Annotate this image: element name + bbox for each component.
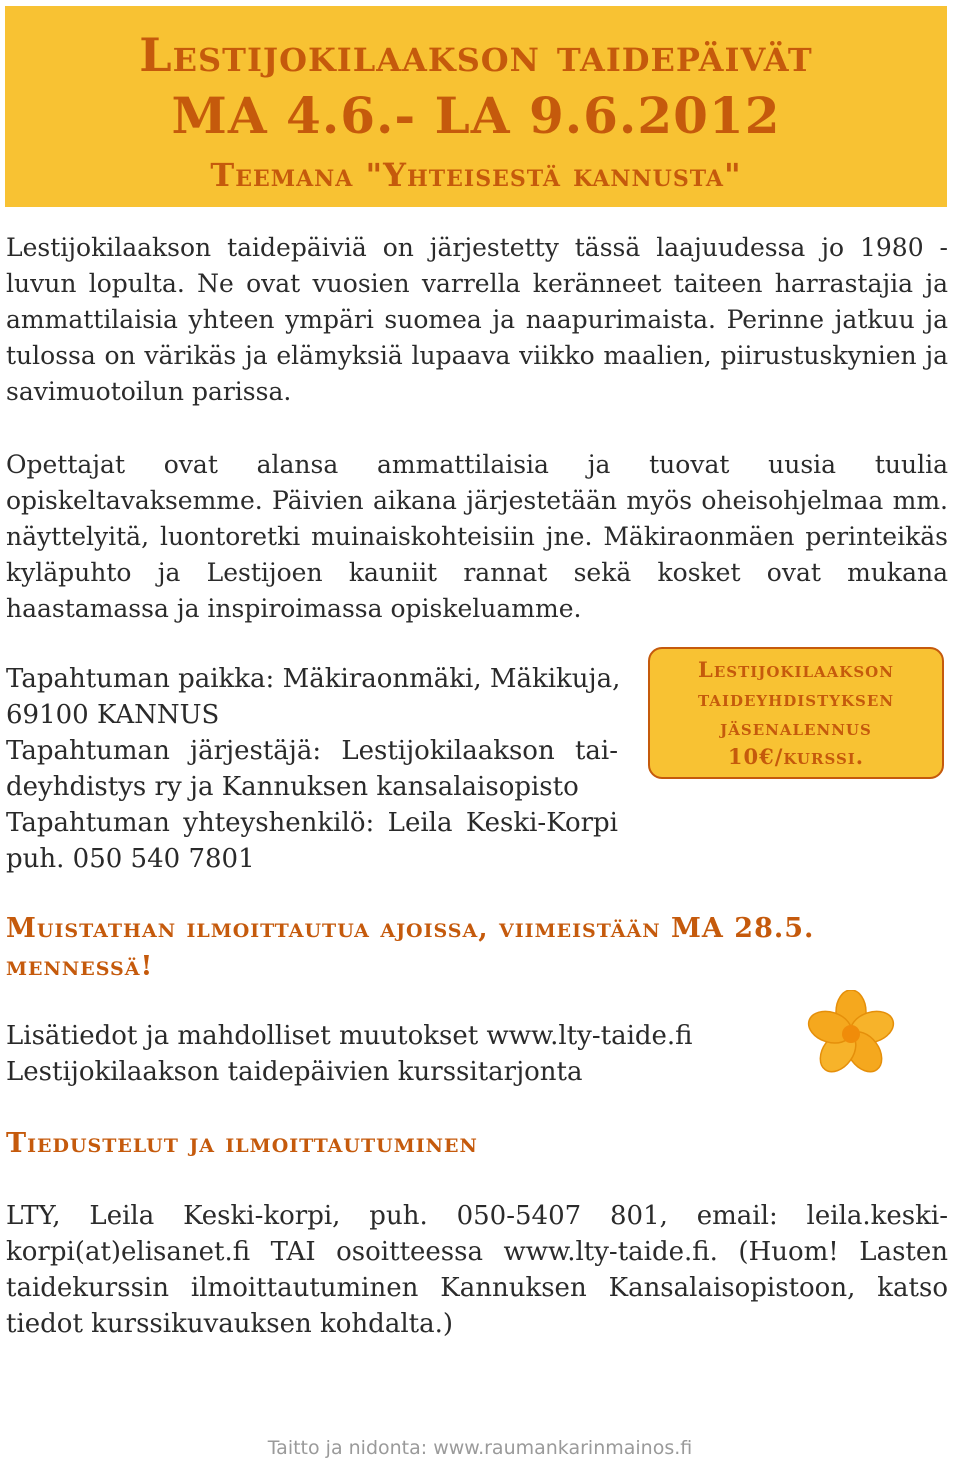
discount-line-3: jäsenalennus <box>720 715 872 740</box>
place-line-2: 69100 KANNUS <box>6 700 220 730</box>
discount-line-1: Lestijokilaakson <box>698 657 894 682</box>
intro-paragraph-1: Lestijokilaakson taidepäiviä on järjestetty tässä laajuudessa jo 1980 -luvun lopulta. Ne ovat vuosien varrella keränneet taiteen harrastajia ja ammattilaisia yhteen ympäri suomea ja naapurimaista. Perinne jatkuu ja tulossa on värikäs ja elämyksiä lupaava viikko maalien, piirustuskynien ja savimuotoilun parissa. <box>6 233 948 406</box>
enquiries-text: LTY, Leila Keski-korpi, puh. 050-5407 801, email: leila.keski-korpi(at)elisanet.fi TAI osoitteessa www.lty-taide.fi. (Huom! Lasten taidekurssin ilmoittautuminen Kannuksen Kansalaisopistoon, katso tiedot kurssikuvauksen kohdalta.) <box>6 1201 948 1339</box>
flower-icon <box>806 990 896 1074</box>
event-theme: Teemana "Yhteisestä kannusta" <box>210 156 742 194</box>
place-line-1: Tapahtuman paikka: Mäkiraonmäki, Mäkikuja, <box>6 664 621 694</box>
discount-line-2: taideyhdistyksen <box>697 686 895 711</box>
enquiries-heading: Tiedustelut ja ilmoittautuminen <box>6 1128 478 1159</box>
contact-line: Tapahtuman yhteyshenkilö: Leila Keski-Korpi <box>6 808 618 838</box>
footer-credit: Taitto ja nidonta: www.raumankarinmainos.fi <box>267 1437 693 1459</box>
course-offering-link[interactable]: Lestijokilaakson taidepäivien kurssitarjonta <box>6 1057 583 1087</box>
organizer-line-1: Tapahtuman järjestäjä: Lestijokilaakson tai- <box>6 736 618 766</box>
organizer-line-2: deyhdistys ry ja Kannuksen kansalaisopisto <box>6 772 579 802</box>
discount-line-4: 10€/kurssi. <box>727 744 865 769</box>
title-banner <box>5 6 947 207</box>
event-dates: MA 4.6.- LA 9.6.2012 <box>171 86 781 145</box>
more-info-link[interactable]: Lisätiedot ja mahdolliset muutokset www.lty-taide.fi <box>6 1021 693 1051</box>
phone-line: puh. 050 540 7801 <box>6 844 255 874</box>
registration-reminder: Muistathan ilmoittautua ajoissa, viimeistään MA 28.5. mennessä! <box>6 913 815 982</box>
more-info <box>6 1018 766 1090</box>
event-info <box>6 661 621 877</box>
member-discount-box <box>648 647 944 779</box>
event-title: Lestijokilaakson taidepäivät <box>139 28 813 82</box>
intro-paragraph-2: Opettajat ovat alansa ammattilaisia ja tuovat uusia tuulia opiskeltavaksemme. Päivien aikana järjestetään myös oheisohjelmaa mm. näyttelyitä, luontoretki muinaiskohteisiin jne. Mäkiraonmäen perinteikäs kyläpuhto ja Lestijoen kauniit rannat sekä kosket ovat mukana haastamassa ja inspiroimassa opiskeluamme. <box>6 450 948 623</box>
